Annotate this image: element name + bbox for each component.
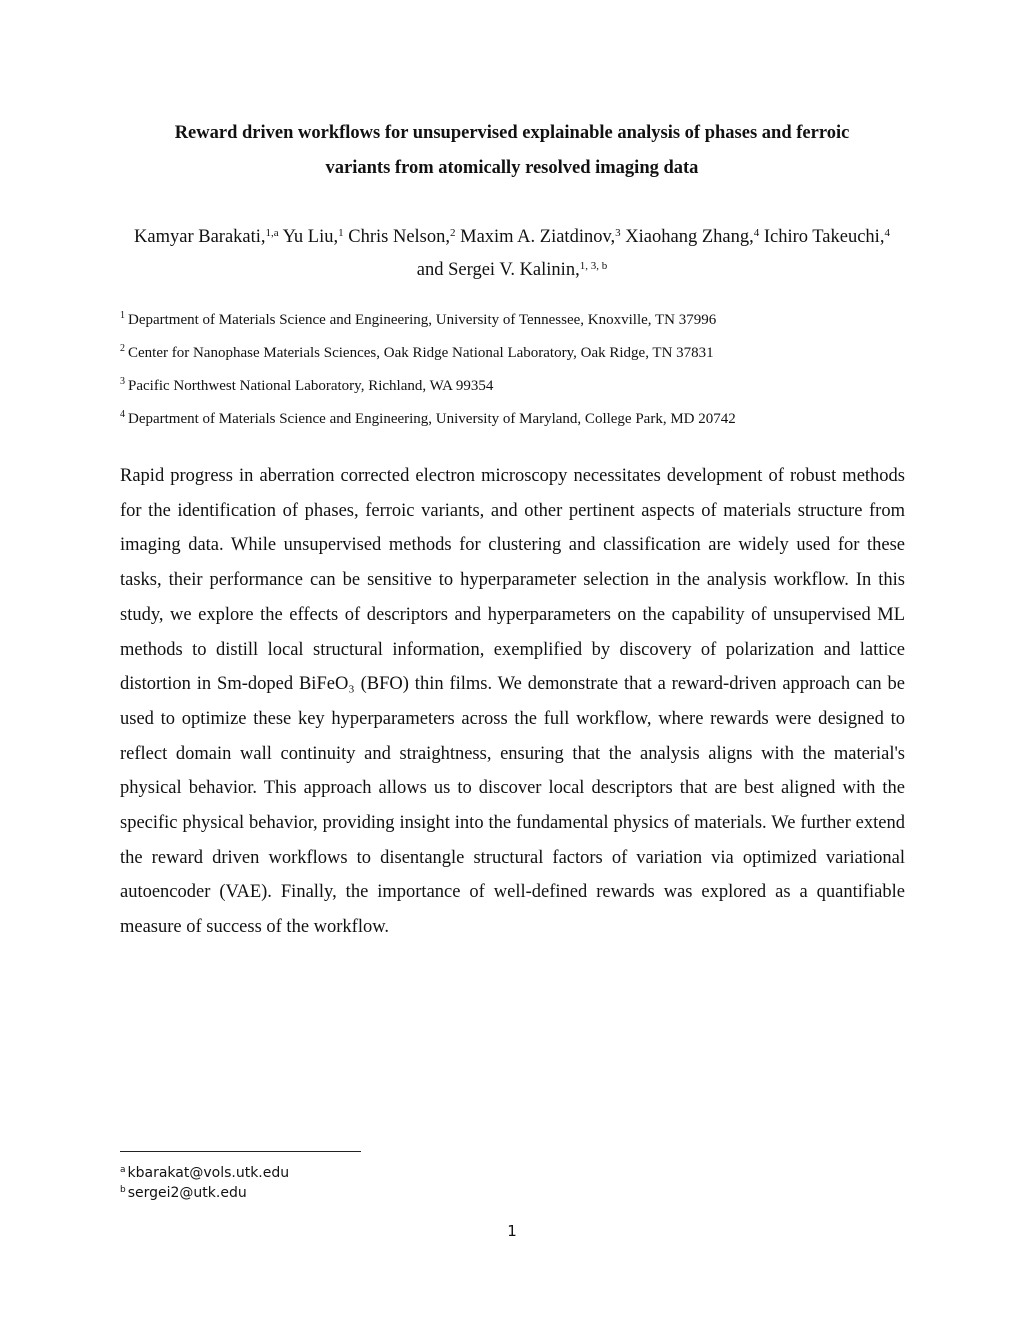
- abstract-paragraph: Rapid progress in aberration corrected electron microscopy necessitates development of robust methods for the identification of phases, ferroic variants, and other pertinent aspects of materials structure from imaging data. While unsupervised methods for clustering and classification are widely used for these tasks, their performance can be sensitive to hyperparameter selection in the analysis workflow. In this study, we explore the effects of descriptors and hyperparameters on the capability of unsupervised ML methods to distill local structural information, exemplified by discovery of polarization and lattice distortion in Sm-doped BiFeO₃ (BFO) thin films. We demonstrate that a reward-driven approach can be used to optimize these key hyperparameters across the full workflow, where rewards were designed to reflect domain wall continuity and straightness, ensuring that the analysis aligns with the material's physical behavior. This approach allows us to discover local descriptors that are best aligned with the specific physical behavior, providing insight into the fundamental physics of materials. We further extend the reward driven workflows to disentangle structural factors of variation via optimized variational autoencoder (VAE). Finally, the importance of well-defined rewards was explored as a quantifiable measure of success of the workflow.: [120, 466, 905, 938]
- author-name: Ichiro Takeuchi,: [763, 227, 885, 247]
- affiliation-item: [120, 403, 904, 436]
- affiliation-text: Department of Materials Science and Engineering, University of Tennessee, Knoxville, TN 37996: [128, 312, 717, 328]
- footnote-mark: a: [120, 1164, 126, 1175]
- footnote-email-link[interactable]: sergei2@utk.edu: [127, 1185, 247, 1201]
- footnote-item: [120, 1183, 289, 1203]
- affiliation-text: Center for Nanophase Materials Sciences, Oak Ridge National Laboratory, Oak Ridge, TN 37831: [128, 345, 714, 361]
- page-number: 1: [507, 1222, 517, 1240]
- author-name: Chris Nelson,: [348, 227, 450, 247]
- author-list: [120, 221, 904, 287]
- author-affiliation-mark: 2: [450, 226, 456, 239]
- author-name: Kamyar Barakati,: [134, 227, 266, 247]
- affiliation-item: [120, 337, 904, 370]
- author-name: Yu Liu,: [282, 227, 339, 247]
- affiliation-number: 4: [120, 409, 125, 420]
- affiliation-number: 3: [120, 376, 125, 387]
- paper-title: [120, 116, 904, 186]
- affiliation-text: Department of Materials Science and Engineering, University of Maryland, College Park, MD 20742: [128, 411, 736, 427]
- author-name: Maxim A. Ziatdinov,: [460, 227, 616, 247]
- title-line-1: Reward driven workflows for unsupervised explainable analysis of phases and ferroic: [174, 123, 850, 143]
- author-affiliation-mark: 4: [884, 226, 890, 239]
- author-affiliation-mark: 1: [338, 226, 344, 239]
- footnote-email-link[interactable]: kbarakat@vols.utk.edu: [127, 1165, 290, 1181]
- affiliation-text: Pacific Northwest National Laboratory, Richland, WA 99354: [128, 378, 494, 394]
- footnote-list: [120, 1163, 289, 1203]
- footnote-mark: b: [120, 1184, 126, 1195]
- affiliation-number: 1: [120, 310, 125, 321]
- affiliation-list: [120, 304, 904, 436]
- author-affiliation-mark: 4: [753, 226, 760, 239]
- footnote-item: [120, 1163, 289, 1183]
- affiliation-number: 2: [120, 343, 125, 354]
- author-affiliation-mark: 1,a: [265, 226, 279, 239]
- author-name: and Sergei V. Kalinin,: [416, 260, 580, 280]
- author-name: Xiaohang Zhang,: [625, 227, 754, 247]
- footnote-divider: [120, 1151, 361, 1152]
- title-line-2: variants from atomically resolved imaging data: [325, 158, 699, 178]
- author-affiliation-mark: 1, 3, b: [579, 259, 608, 272]
- affiliation-item: [120, 304, 904, 337]
- author-affiliation-mark: 3: [615, 226, 621, 239]
- affiliation-item: [120, 370, 904, 403]
